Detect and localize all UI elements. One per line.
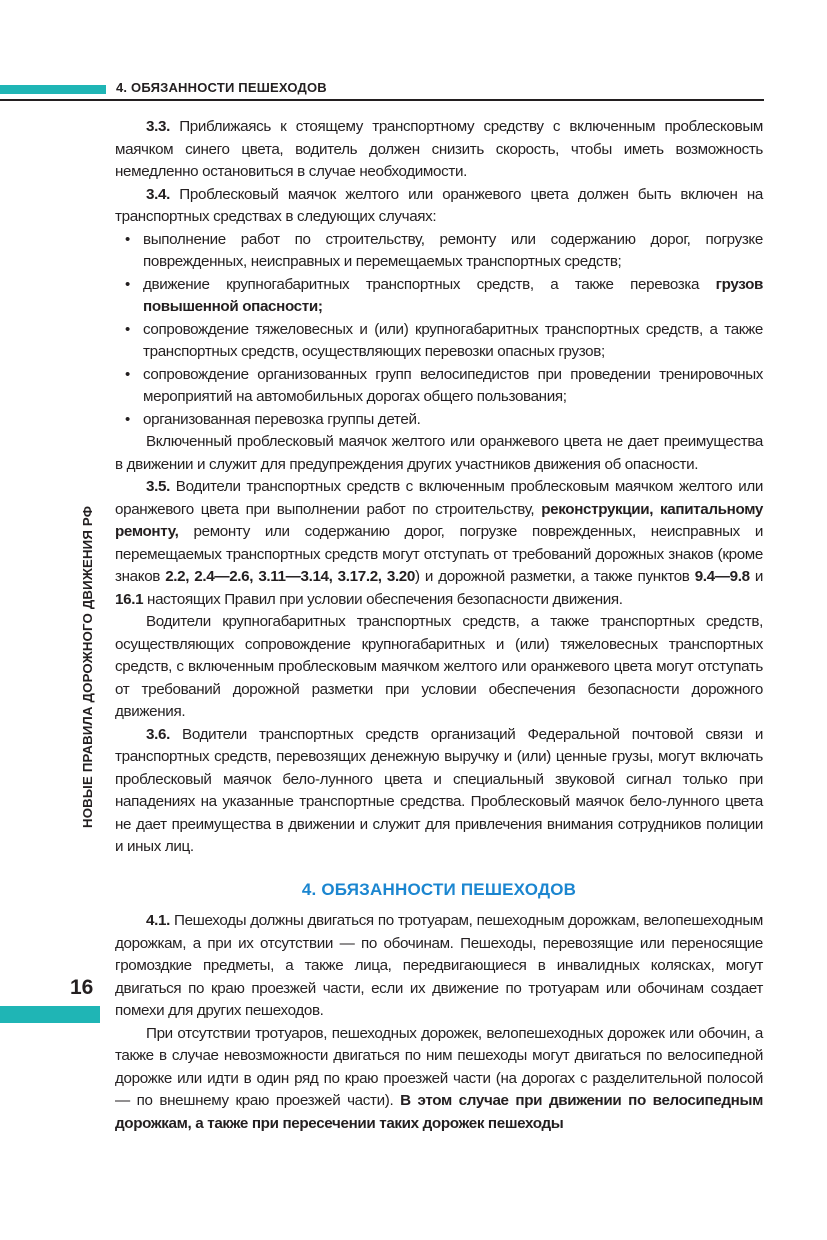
running-header-title: 4. ОБЯЗАННОСТИ ПЕШЕХОДОВ: [116, 80, 327, 95]
clause-number: 4.1.: [146, 912, 170, 929]
list-item: [133, 364, 763, 409]
clause-text: настоящих Правил при условии обеспечения безопасности движения.: [143, 590, 623, 608]
paragraph-4-1-continued: [115, 1023, 763, 1136]
list-item: [133, 274, 763, 319]
header-divider: [0, 99, 764, 101]
bullet-list-3-4: [115, 229, 763, 432]
header-accent-bar: [0, 85, 106, 94]
paragraph-3-4-note: Включенный проблесковый маячок желтого или оранжевого цвета не дает преимущества в движении и служит для предупреждения других участников движения об опасности.: [115, 433, 763, 473]
clause-text: и: [749, 568, 763, 585]
paragraph-3-5-note: Водители крупногабаритных транспортных средств, а также транспортных средств, осуществляющих сопровождение крупногабаритных и (или) тяжеловесных транспортных средств, с включенным проблесковым маячком желтого или оранжевого цвета могут отступать от требований дорожной разметки при условии обеспечения безопасности дорожного движения.: [115, 613, 763, 720]
list-item: [133, 409, 763, 432]
clause-text: ремонту или содержанию дорог, погрузке поврежденных, неисправных и перемещаемых транспортных средств могут отступать от требований дорожных знаков (кроме знаков: [115, 523, 763, 585]
clause-text: Проблесковый маячок желтого или оранжевого цвета должен быть включен на транспортных средствах в следующих случаях:: [115, 185, 763, 225]
paragraph-3-6: [115, 724, 763, 859]
list-item-text: сопровождение тяжеловесных и (или) крупногабаритных транспортных средств, а также транспортных средств, осуществляющих перевозки опасных грузов;: [143, 320, 763, 360]
clause-number: 3.5.: [146, 478, 170, 495]
page-number: 16: [70, 976, 94, 999]
section-heading: 4. ОБЯЗАННОСТИ ПЕШЕХОДОВ: [301, 879, 577, 899]
clause-text: При отсутствии тротуаров, пешеходных дорожек, велопешеходных дорожек или обочин, а также в случае невозможности двигаться по ним пешеходы могут двигаться по велосипедной дорожке или идти в один ряд по краю проезжей части (на дорогах с разделительной полосой — по внешнему краю проезжей части).: [115, 1024, 763, 1109]
list-item-text: сопровождение организованных групп велосипедистов при проведении тренировочных мероприятий на автомобильных дорогах общего пользования;: [143, 365, 763, 405]
list-item-bold-text: грузов повышенной опасности;: [143, 275, 763, 315]
vertical-book-title: НОВЫЕ ПРАВИЛА ДОРОЖНОГО ДВИЖЕНИЯ РФ: [80, 505, 95, 828]
clause-text: Водители транспортных средств организаций Федеральной почтовой связи и транспортных средств, перевозящих денежную выручку и (или) ценные грузы, могут включать проблесковый маячок бело-лунного цвета и специальный звуковой сигнал только при нападениях на указанные транспортные средства. Проблесковый маячок бело-лунного цвета не дает преимущества в движении и служит для привлечения внимания сотрудников полиции и иных лиц.: [115, 725, 763, 855]
clause-number: 3.4.: [146, 185, 170, 203]
list-item-text: движение крупногабаритных транспортных средств, а также перевозка: [143, 275, 716, 293]
sign-references: 2.2, 2.4—2.6, 3.11—3.14, 3.17.2, 3.20: [165, 568, 416, 585]
page-body: [115, 116, 763, 1135]
list-item: [133, 229, 763, 274]
clause-text: Пешеходы должны двигаться по тротуарам, пешеходным дорожкам, велопешеходным дорожкам, а при их отсутствии — по обочинам. Пешеходы, перевозящие или переносящие громоздкие предметы, а также лица, передвигающиеся в инвалидных колясках, могут двигаться по краю проезжей части, если их движение по тротуарам или обочинам создает помехи для других пешеходов.: [115, 912, 763, 1019]
clause-number: 3.3.: [146, 118, 170, 135]
paragraph-4-1: [115, 910, 763, 1023]
list-item-text: выполнение работ по строительству, ремонту или содержанию дорог, погрузке поврежденных, неисправных и перемещаемых транспортных средств;: [143, 230, 763, 270]
clause-number: 3.6.: [146, 725, 170, 743]
page-number-accent-bar: [0, 1006, 100, 1023]
list-item-text: организованная перевозка группы детей.: [143, 410, 421, 428]
clause-text: Водители транспортных средств с включенным проблесковым маячком желтого или оранжевого цвета при выполнении работ по строительству,: [115, 478, 763, 518]
clause-text: ) и дорожной разметки, а также пунктов: [415, 568, 695, 585]
clause-reference: 16.1: [115, 590, 144, 608]
paragraph-3-3: [115, 116, 763, 184]
clause-text: Приближаясь к стоящему транспортному средству с включенным проблесковым маячком синего цвета, водитель должен снизить скорость, чтобы иметь возможность немедленно остановиться в случае необходимости.: [115, 118, 763, 180]
clause-bold-text: В этом случае при движении по велосипедным дорожкам, а также при пересечении таких дорожек пешеходы: [115, 1092, 764, 1132]
paragraph-3-4: [115, 184, 763, 229]
list-item: [133, 319, 763, 364]
paragraph-3-5: [115, 476, 763, 611]
clause-reference: 9.4—9.8: [694, 568, 750, 585]
clause-bold-text: реконструкции, капитальному ремонту,: [115, 500, 763, 540]
